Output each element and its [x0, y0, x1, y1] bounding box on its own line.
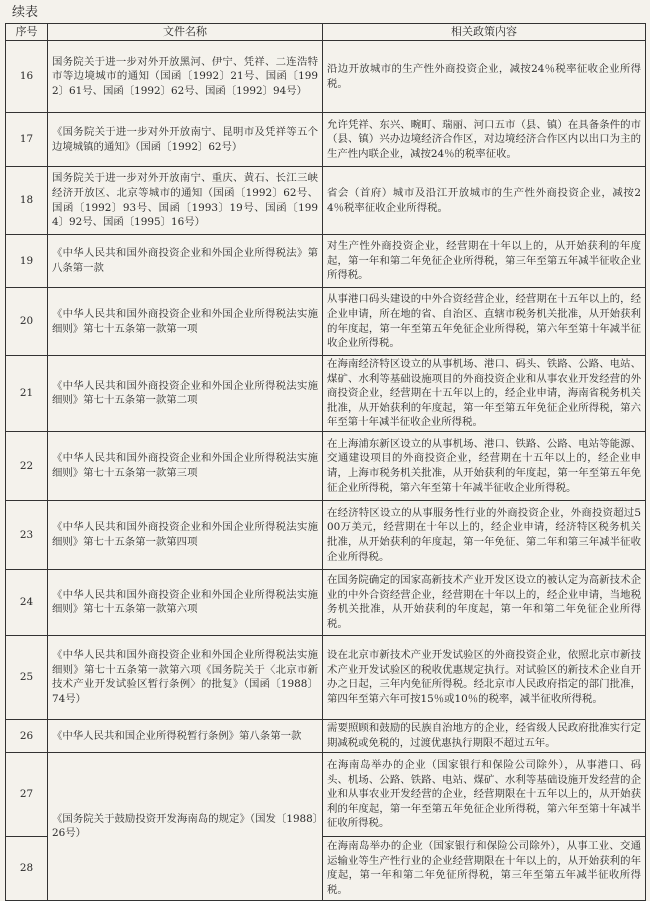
row-number: 16	[6, 41, 48, 113]
row-number: 26	[6, 719, 48, 752]
header-number: 序号	[6, 24, 48, 41]
table-row	[6, 41, 646, 113]
policy-content: 设在北京市新技术产业开发试验区的外商投资企业，依照北京市新技术产业开发试验区的税收优惠规定执行。对试验区的新技术企业自开办之日起，三年内免征所得税。经北京市人民政府指定的部门批准，第四年至第六年可按15％或10％的税率，减半征收所得税。	[323, 635, 646, 719]
table-row	[6, 356, 646, 432]
document-name: 《中华人民共和国企业所得税暂行条例》第八条第一款	[48, 719, 323, 752]
table-row	[6, 635, 646, 719]
row-number: 21	[6, 356, 48, 432]
table-header-row	[6, 24, 646, 41]
document-name: 《中华人民共和国外商投资企业和外国企业所得税法实施细则》第七十五条第一款第一项	[48, 288, 323, 356]
table-row	[6, 431, 646, 500]
table-row	[6, 569, 646, 635]
policy-content: 沿边开放城市的生产性外商投资企业，减按24％税率征收企业所得税。	[323, 41, 646, 113]
table-row	[6, 235, 646, 288]
table-row	[6, 167, 646, 235]
policy-content: 允许凭祥、东兴、畹町、瑞丽、河口五市（县、镇）在具备条件的市（县、镇）兴办边境经济合作区，对边境经济合作区内以出口为主的生产性内联企业，减按24％的税率征收。	[323, 113, 646, 167]
policy-content: 需要照顾和鼓励的民族自治地方的企业，经省级人民政府批准实行定期减税或免税的，过渡优惠执行期限不超过五年。	[323, 719, 646, 752]
header-document-name: 文件名称	[48, 24, 323, 41]
row-number: 25	[6, 635, 48, 719]
document-name: 《中华人民共和国外商投资企业和外国企业所得税法实施细则》第七十五条第一款第六项	[48, 569, 323, 635]
policy-content: 省会（首府）城市及沿江开放城市的生产性外商投资企业，减按24％税率征收企业所得税。	[323, 167, 646, 235]
policy-content: 在海南岛举办的企业（国家银行和保险公司除外），从事港口、码头、机场、公路、铁路、电站、煤矿、水利等基础设施开发经营的企业和从事农业开发经营的企业，经营期限在十五年以上的，从开始获利的年度起，第一年至第五年免征企业所得税，第六年至第十年减半征收所得税。	[323, 752, 646, 836]
document-name: 国务院关于进一步对外开放黑河、伊宁、凭祥、二连浩特市等边境城市的通知（国函〔1992〕21号、国函〔1992〕61号、国函〔1992〕62号、国函〔1992〕94号）	[48, 41, 323, 113]
document-name: 《中华人民共和国外商投资企业和外国企业所得税法实施细则》第七十五条第一款第三项	[48, 431, 323, 500]
table-continuation-caption: 续表	[12, 5, 39, 20]
document-name: 《中华人民共和国外商投资企业和外国企业所得税法实施细则》第七十五条第一款第四项	[48, 500, 323, 569]
table-row	[6, 288, 646, 356]
policy-content: 在经济特区设立的从事服务性行业的外商投资企业，外商投资超过500万美元，经营期在十年以上的，经企业申请，经济特区税务机关批准，从开始获利的年度起，第一年免征、第二年和第三年减半征收企业所得税。	[323, 500, 646, 569]
row-number: 23	[6, 500, 48, 569]
policy-content: 在海南经济特区设立的从事机场、港口、码头、铁路、公路、电站、煤矿、水利等基础设施项目的外商投资企业和从事农业开发经营的外商投资企业，经营期在十五年以上的，经企业申请，海南省税务机关批准，从开始获利的年度起，第一年至第五年免征企业所得税，第六年至第十年减半征收企业所得税。	[323, 356, 646, 432]
document-name: 国务院关于进一步对外开放南宁、重庆、黄石、长江三峡经济开放区、北京等城市的通知（国函〔1992〕62号、国函〔1992〕93号、国函〔1993〕19号、国函〔1994〕92号、国函〔1995〕16号）	[48, 167, 323, 235]
table-row	[6, 500, 646, 569]
row-number: 27	[6, 752, 48, 836]
table-row	[6, 113, 646, 167]
row-number: 17	[6, 113, 48, 167]
policy-table	[5, 23, 646, 901]
policy-content: 在海南岛举办的企业（国家银行和保险公司除外），从事工业、交通运输业等生产性行业的企业经营期限在十年以上的，从开始获利的年度起，第一年和第二年免征所得税，第三年至第五年减半征收所得税。	[323, 836, 646, 900]
row-number: 28	[6, 836, 48, 900]
document-name: 《中华人民共和国外商投资企业和外国企业所得税法实施细则》第七十五条第一款第二项	[48, 356, 323, 432]
policy-content: 对生产性外商投资企业，经营期在十年以上的，从开始获利的年度起，第一年和第二年免征企业所得税，第三年至第五年减半征收企业所得税。	[323, 235, 646, 288]
policy-content: 在上海浦东新区设立的从事机场、港口、铁路、公路、电站等能源、交通建设项目的外商投资企业，经营期在十五年以上的，经企业申请，上海市税务机关批准，从开始获利的年度起，第一年至第五年免征企业所得税，第六年至第十年减半征收企业所得税。	[323, 431, 646, 500]
row-number: 19	[6, 235, 48, 288]
document-name: 《国务院关于进一步对外开放南宁、昆明市及凭祥等五个边境城镇的通知》（国函〔1992〕62号）	[48, 113, 323, 167]
table-row	[6, 752, 646, 836]
row-number: 22	[6, 431, 48, 500]
document-name: 《中华人民共和国外商投资企业和外国企业所得税法》第八条第一款	[48, 235, 323, 288]
header-policy-content: 相关政策内容	[323, 24, 646, 41]
document-name: 《国务院关于鼓励投资开发海南岛的规定》（国发〔1988〕26号）	[48, 752, 323, 900]
policy-content: 在国务院确定的国家高新技术产业开发区设立的被认定为高新技术企业的中外合资经营企业，经营期在十年以上的，经企业申请，当地税务机关批准，从开始获利的年度起，第一年和第二年免征企业所得税。	[323, 569, 646, 635]
row-number: 18	[6, 167, 48, 235]
table-row	[6, 719, 646, 752]
document-name: 《中华人民共和国外商投资企业和外国企业所得税法实施细则》第七十五条第一款第六项《国务院关于〈北京市新技术产业开发试验区暂行条例〉的批复》（国函〔1988〕74号）	[48, 635, 323, 719]
row-number: 24	[6, 569, 48, 635]
row-number: 20	[6, 288, 48, 356]
policy-content: 从事港口码头建设的中外合资经营企业，经营期在十五年以上的，经企业申请，所在地的省、自治区、直辖市税务机关批准，从开始获利的年度起，第一年至第五年免征企业所得税，第六年至第十年减半征收企业所得税。	[323, 288, 646, 356]
